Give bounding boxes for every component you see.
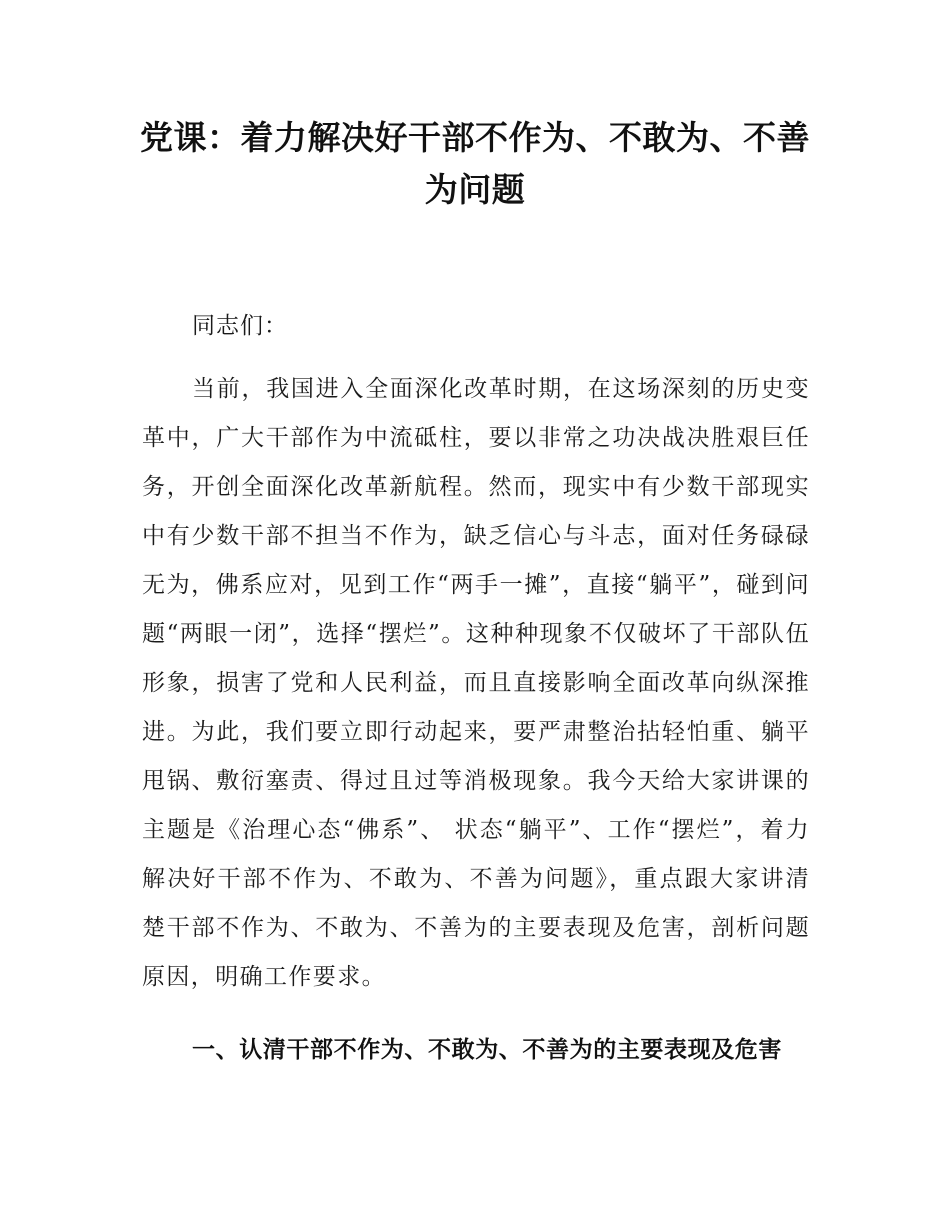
salutation: 同志们： [192, 313, 288, 339]
body-paragraph: 当前，我国进入全面深化改革时期，在这场深刻的历史变革中，广大干部作为中流砥柱，要以非常之功决战决胜艰巨任务，开创全面深化改革新航程。然而，现实中有少数干部现实中有少数干部不担当不作为，缺乏信心与斗志，面对任务碌碌无为，佛系应对，见到工作“两手一摊”，直接“躺平”，碰到问题“两眼一闭”，选择“摆烂”。这种种现象不仅破坏了干部队伍形象，损害了党和人民利益，而且直接影响全面改革向纵深推进。为此，我们要立即行动起来，要严肃整治拈轻怕重、躺平甩锅、敷衍塞责、得过且过等消极现象。我今天给大家讲课的主题是《治理心态“佛系”、 状态“躺平”、工作“摆烂”，着力解决好干部不作为、不敢为、不善为问题》，重点跟大家讲清楚干部不作为、不敢为、不善为的主要表现及危害，剖析问题原因，明确工作要求。 [142, 376, 810, 990]
section-heading: 一、认清干部不作为、不敢为、不善为的主要表现及危害 [192, 1037, 782, 1063]
document-title: 党课：着力解决好干部不作为、不敢为、不善为问题 [140, 118, 810, 209]
